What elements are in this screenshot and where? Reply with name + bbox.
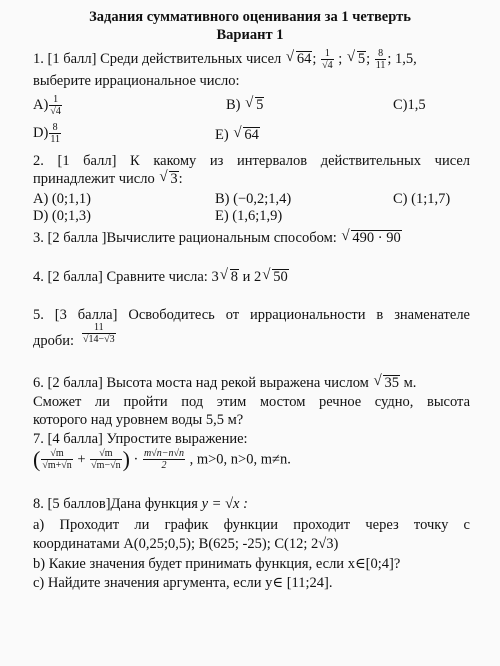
sqrt-64: √ 64 <box>285 48 312 67</box>
q1-line2: выберите иррациональное число: <box>33 73 240 89</box>
frac-8-11: $\frac{8}{11}$ <box>375 48 386 71</box>
q1-option-e: Е) √ 64 <box>215 125 259 143</box>
q1-option-b: В) √ 5 <box>226 95 264 113</box>
q2-option-a: А) (0;1,1) <box>33 191 91 207</box>
q6-line2: Сможет ли пройти под этим мостом речное судно, высота <box>33 394 470 410</box>
sqrt-5: √ 5 <box>346 48 366 67</box>
q7-expression: ( $\frac{√m}{√m+√n}$ + $\frac{√m}{√m-√n}$ ) · $\frac{m√n-n√n}{2}$ , m>0, n>0, m≠n. <box>33 446 291 472</box>
q8-line2: a) Проходит ли график функции проходит через точку с <box>33 517 470 533</box>
q2-options-row1 <box>33 190 470 208</box>
q1-options-row2 <box>33 120 470 148</box>
q2-line2: принадлежит число √ 3: <box>33 169 183 187</box>
variant-title: Вариант 1 <box>216 27 284 43</box>
q2-line1: 2. [1 балл] К какому из интервалов действительных чисел <box>33 153 470 169</box>
q1-options-row1 <box>33 92 470 118</box>
sqrt-490-90: √ 490 · 90 <box>341 228 401 246</box>
q2-option-e: Е) (1,6;1,9) <box>215 208 283 224</box>
q1-option-c: С)1,5 <box>393 97 426 113</box>
worksheet-title: Задания суммативного оценивания за 1 четверть <box>89 9 411 25</box>
q3-line: 3. [2 балла ]Вычислите рациональным способом: √ 490 · 90 <box>33 228 401 246</box>
q1-option-a: А) $\frac{1}{√4}$ <box>33 94 61 117</box>
q2-option-b: В) (−0,2;1,4) <box>215 191 292 207</box>
q7-frac1: $\frac{√m}{√m+√n}$ <box>42 448 72 471</box>
q5-line2: дроби: $\frac{11}{√14-√3}$ <box>33 322 115 349</box>
q8-line3: координатами A(0,25;0,5); B(625; -25); C(12; 2√3) <box>33 536 339 552</box>
q5-line1: 5. [3 балла] Освободитесь от иррациональности в знаменателе <box>33 307 470 323</box>
frac-1-over-sqrt4: $\frac{1}{√4}$ <box>322 48 333 71</box>
q4-line: 4. [2 балла] Сравните числа: 3 √ 8 и 2 √ 50 <box>33 267 288 285</box>
q8-line4: b) Какие значения будет принимать функция, если x∈[0;4]? <box>33 556 401 572</box>
q1-text: 1. [1 балл] Среди действительных чисел <box>33 50 282 67</box>
q2-option-c: С) (1;1,7) <box>393 191 451 207</box>
q2-options-row2 <box>33 207 470 225</box>
q7-frac3: $\frac{m√n-n√n}{2}$ <box>144 448 184 471</box>
q7-frac2: $\frac{√m}{√m-√n}$ <box>91 448 121 471</box>
q7-line1: 7. [4 балла] Упростите выражение: <box>33 431 248 447</box>
q8-line5: c) Найдите значения аргумента, если y∈ [11;24]. <box>33 575 333 591</box>
q1-line1: 1. [1 балл] Среди действительных чисел √ 64; $\frac{1}{√4}$ ; √ 5; $\frac{8}{11}$ ; 1,5, <box>33 48 417 71</box>
q6-line3: которого над уровнем воды 5,5 м? <box>33 412 244 428</box>
q5-fraction: $\frac{11}{√14-√3}$ <box>83 322 115 345</box>
q6-line1: 6. [2 балла] Высота моста над рекой выражена числом √ 35 м. <box>33 373 417 391</box>
q2-option-d: D) (0;1,3) <box>33 208 91 224</box>
q8-line1: 8. [5 баллов]Дана функция y = √x : <box>33 496 248 512</box>
q1-option-d: D) $\frac{8}{11}$ <box>33 122 60 145</box>
